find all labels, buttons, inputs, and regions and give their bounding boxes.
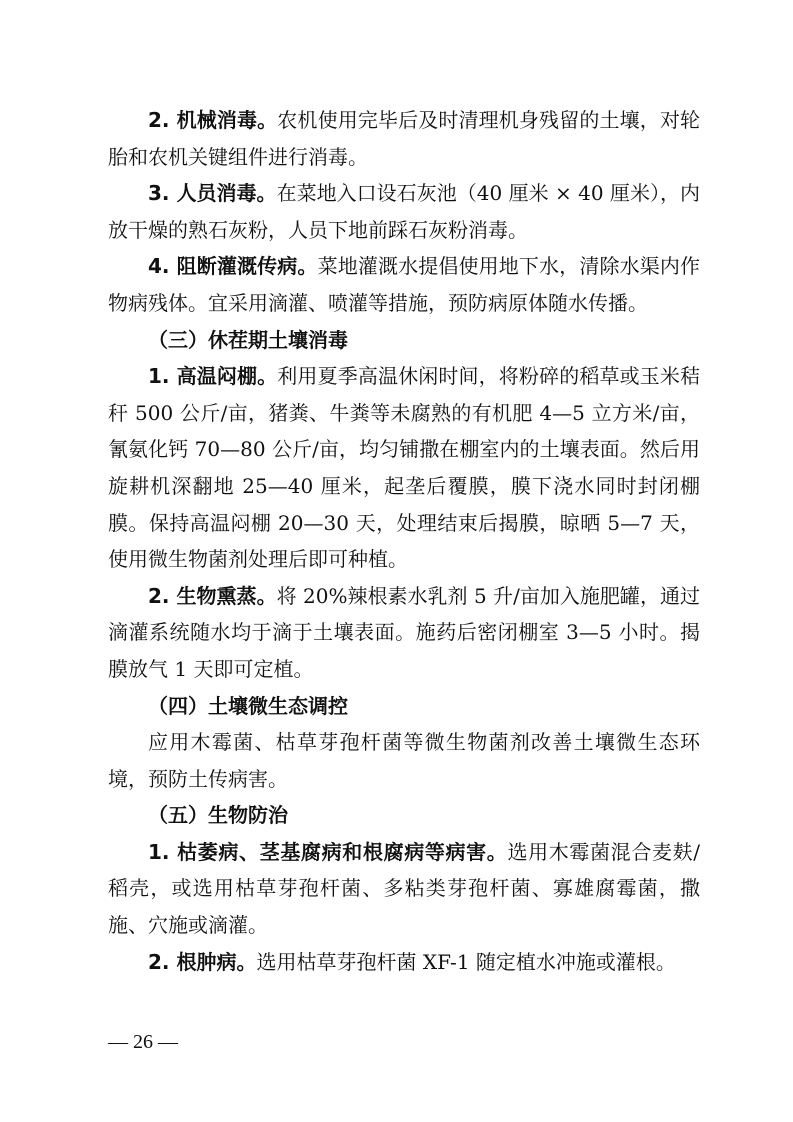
paragraph-irrigation-blocking [108, 248, 700, 321]
paragraph-lead: 2. 根肿病。 [148, 949, 257, 974]
paragraph-text: 选用木霉菌混合麦麸/稻壳，或选用枯草芽孢杆菌、多粘类芽孢杆菌、寡雄腐霉菌，撒施、穴施或滴灌。 [108, 839, 700, 938]
paragraph-text: 利用夏季高温休闲时间，将粉碎的稻草或玉米秸秆 500 公斤/亩，猪粪、牛粪等未腐熟的有机肥 4—5 立方米/亩，氰氨化钙 70—80 公斤/亩，均匀铺撒在棚室内的土壤表面。然后用旋耕机深翻地 25—40 厘米，起垄后覆膜，膜下浇水同时封闭棚膜。保持高温闷棚 20—30 天，处理结束后揭膜，晾晒 5—7 天，使用微生物菌剂处理后即可种植。 [108, 364, 701, 572]
paragraph-personnel-disinfection [108, 175, 700, 248]
section-heading-fallow-soil-disinfection: （三）休茬期土壤消毒 [148, 327, 348, 352]
section-heading-soil-microecology: （四）土壤微生态调控 [148, 693, 348, 718]
paragraph-fusarium-diseases [108, 834, 700, 944]
paragraph-lead: 3. 人员消毒。 [148, 181, 277, 206]
paragraph-lead: 1. 枯萎病、茎基腐病和根腐病等病害。 [148, 839, 508, 864]
paragraph-text: 在菜地入口设石灰池（40 厘米 × 40 厘米），内放干燥的熟石灰粉，人员下地前踩石灰粉消毒。 [108, 181, 700, 242]
paragraph-text: 将 20%辣根素水乳剂 5 升/亩加入施肥罐，通过滴灌系统随水均于滴于土壤表面。施药后密闭棚室 3—5 小时。揭膜放气 1 天即可定植。 [108, 583, 700, 681]
paragraph-lead: 2. 生物熏蒸。 [148, 583, 277, 608]
paragraph-high-temperature-shed [108, 358, 700, 578]
paragraph-lead: 1. 高温闷棚。 [148, 364, 278, 389]
paragraph-lead: 4. 阻断灌溉传病。 [148, 254, 318, 279]
paragraph-machinery-disinfection [108, 102, 700, 175]
body-text [108, 102, 700, 980]
section-heading-biological-control: （五）生物防治 [148, 803, 288, 828]
paragraph-text: 应用木霉菌、枯草芽孢杆菌等微生物菌剂改善土壤微生态环境，预防土传病害。 [108, 730, 700, 791]
paragraph-text: 菜地灌溉水提倡使用地下水，清除水渠内作物病残体。宜采用滴灌、喷灌等措施，预防病原体随水传播。 [108, 254, 700, 315]
paragraph-text: 选用枯草芽孢杆菌 XF-1 随定植水冲施或灌根。 [256, 949, 676, 974]
paragraph-text: 农机使用完毕后及时清理机身残留的土壤，对轮胎和农机关键组件进行消毒。 [108, 108, 701, 169]
paragraph-bio-fumigation [108, 578, 700, 688]
page-number: — 26 — [108, 1031, 178, 1053]
paragraph-lead: 2. 机械消毒。 [148, 108, 278, 132]
paragraph-microbial-agents [108, 724, 700, 797]
paragraph-clubroot [108, 944, 700, 981]
